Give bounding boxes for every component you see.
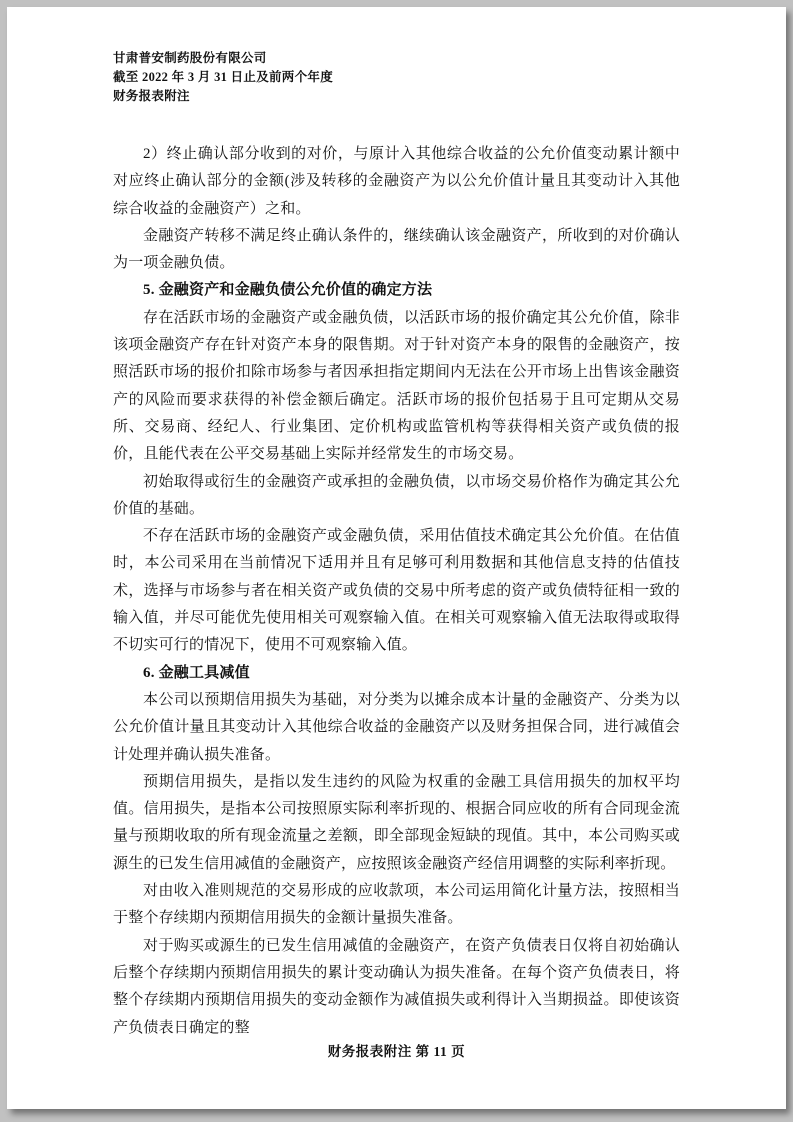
paragraph-derecognition-consideration: 2）终止确认部分收到的对价，与原计入其他综合收益的公允价值变动累计额中对应终止确认部分的金额(涉及转移的金融资产为以公允价值计量且其变动计入其他综合收益的金融资产）之和。 (113, 146, 680, 217)
paragraph-ecl-definition: 预期信用损失，是指以发生违约的风险为权重的金融工具信用损失的加权平均值。信用损失，是指本公司按照原实际利率折现的、根据合同应收的所有合同现金流量与预期收取的所有现金流量之差额，即全部现金短缺的现值。其中，本公司购买或源生的已发生信用减值的金融资产，应按照该金融资产经信用调整的实际利率折现。 (113, 773, 680, 872)
paragraph-ecl-basis: 本公司以预期信用损失为基础，对分类为以摊余成本计量的金融资产、分类为以公允价值计量且其变动计入其他综合收益的金融资产以及财务担保合同，进行减值会计处理并确认损失准备。 (113, 691, 680, 763)
page-footer (113, 1040, 680, 1060)
company-name: 甘肃普安制药股份有限公司 (113, 51, 267, 65)
document-body (113, 141, 680, 1042)
paragraph-initial-acquisition: 初始取得或衍生的金融资产或承担的金融负债，以市场交易价格作为确定其公允价值的基础。 (113, 473, 680, 517)
paragraph-receivables-simplified: 对由收入准则规范的交易形成的应收款项，本公司运用简化计量方法，按照相当于整个存续期内预期信用损失的金额计量损失准备。 (113, 883, 680, 927)
report-period: 截至 2022 年 3 月 31 日止及前两个年度 (113, 70, 334, 84)
paragraph-purchased-credit-impaired: 对于购买或源生的已发生信用减值的金融资产，在资产负债表日仅将自初始确认后整个存续期内预期信用损失的累计变动确认为损失准备。在每个资产负债表日，将整个存续期内预期信用损失的变动金额作为减值损失或利得计入当期损益。即使该资产负债表日确定的整 (113, 937, 680, 1036)
paragraph-no-active-market: 不存在活跃市场的金融资产或金融负债，采用估值技术确定其公允价值。在估值时，本公司采用在当前情况下适用并且有足够可利用数据和其他信息支持的估值技术，选择与市场参与者在相关资产或负债的交易中所考虑的资产或负债特征相一致的输入值，并尽可能优先使用相关可观察输入值。在相关可观察输入值无法取得或取得不切实可行的情况下，使用不可观察输入值。 (113, 528, 680, 654)
section-heading-5-fair-value: 5. 金融资产和金融负债公允价值的确定方法 (143, 282, 433, 299)
paragraph-transfer-not-qualifying: 金融资产转移不满足终止确认条件的，继续确认该金融资产，所收到的对价确认为一项金融负债。 (113, 227, 680, 272)
paragraph-active-market: 存在活跃市场的金融资产或金融负债，以活跃市场的报价确定其公允价值，除非该项金融资产存在针对资产本身的限售期。对于针对资产本身的限售的金融资产，按照活跃市场的报价扣除市场参与者因承担指定期间内无法在公开市场上出售该金融资产的风险而要求获得的补偿金额后确定。活跃市场的报价包括易于且可定期从交易所、交易商、经纪人、行业集团、定价机构或监管机构等获得相关资产或负债的报价，且能代表在公平交易基础上实际并经常发生的市场交易。 (113, 309, 680, 463)
section-heading-6-impairment: 6. 金融工具减值 (143, 664, 250, 681)
document-header (113, 49, 333, 106)
document-page (7, 7, 786, 1109)
document-type: 财务报表附注 (113, 89, 190, 103)
footer-page-label: 财务报表附注 第 11 页 (327, 1044, 466, 1059)
